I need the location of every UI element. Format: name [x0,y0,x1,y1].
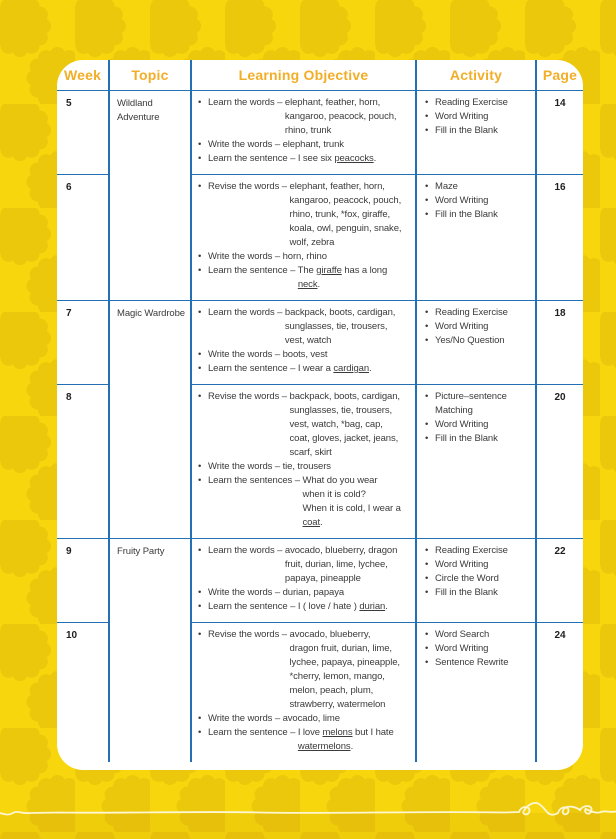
objective-body [208,390,413,460]
objective-line [208,278,413,292]
text-run: rhino, trunk [284,125,332,136]
activity-label: Reading Exercise [435,307,508,318]
objective-line [208,320,413,334]
objective-lead: Write the words – [208,713,283,724]
activity-item [425,124,533,138]
objective-body [208,586,413,600]
bullet-icon: • [198,181,202,192]
text-run: avocado, lime [282,713,340,724]
objective-line [208,124,413,138]
activity-label: Word Search [435,629,490,640]
text-run: I ( love / hate ) [297,601,360,612]
bullet-icon: • [198,153,202,164]
objective-lead: Write the words – [208,251,283,262]
text-run: melons [322,727,353,738]
bullet-icon: • [198,461,202,472]
objective-line [208,96,413,110]
objective-lead: Learn the words – [208,307,285,318]
objective-body [208,348,413,362]
header-learning-objective: Learning Objective [190,60,415,90]
text-run: horn, rhino [282,251,327,262]
objective-item [198,460,413,474]
bullet-icon: • [198,265,202,276]
activity-label: Fill in the Blank [435,433,498,444]
text-run: backpack, boots, cardigan, [289,391,400,402]
header-page: Page [535,60,583,90]
bullet-icon: • [198,307,202,318]
learning-objective-cell [190,90,415,174]
learning-objective-cell [190,622,415,762]
text-run: . [317,279,321,290]
bullet-icon: • [425,181,429,192]
objective-lead: Revise the words – [208,629,290,640]
week-cell: 9 [57,538,108,622]
activity-item [425,572,533,586]
objective-item [198,390,413,460]
text-run: durian, papaya [282,587,345,598]
page-cell: 14 [535,90,583,174]
objective-item [198,600,413,614]
text-run: I love [297,727,323,738]
activity-label: Word Writing [435,559,489,570]
objective-item [198,138,413,152]
text-run: . [350,741,354,752]
bullet-icon: • [198,363,202,374]
objective-body [208,712,413,726]
text-run: kangaroo, peacock, pouch, [289,195,402,206]
objective-item [198,586,413,600]
objective-item [198,712,413,726]
learning-objective-cell [190,174,415,300]
bullet-icon: • [425,559,429,570]
activity-label: Fill in the Blank [435,209,498,220]
text-run: papaya, pineapple [284,573,361,584]
objective-line [208,152,413,166]
topic-cell: Wildland Adventure [108,90,190,300]
bullet-icon: • [425,391,429,402]
page-cell: 22 [535,538,583,622]
activity-item [425,320,533,334]
week-cell: 7 [57,300,108,384]
text-run: koala, owl, penguin, snake, [289,223,402,234]
text-run: tie, trousers [282,461,331,472]
text-run: elephant, trunk [282,139,344,150]
objective-line [208,362,413,376]
objective-body [208,138,413,152]
header-topic: Topic [108,60,190,90]
objective-line [208,194,413,208]
text-run: coat [302,517,321,528]
objective-lead: Revise the words – [208,181,290,192]
objective-line [208,726,413,740]
bullet-icon: • [425,111,429,122]
objective-item [198,362,413,376]
activity-label: Word Writing [435,321,489,332]
objective-lead: Learn the sentence – [208,601,298,612]
text-run: vest, watch [284,335,332,346]
objective-item [198,250,413,264]
objective-body [208,544,413,586]
page-cell: 24 [535,622,583,762]
text-run: peacocks [334,153,374,164]
objective-body [208,250,413,264]
learning-objective-cell [190,300,415,384]
week-cell: 8 [57,384,108,538]
objective-body [208,460,413,474]
objective-line [208,236,413,250]
objective-line [208,250,413,264]
activity-item [425,432,533,446]
activity-item [425,194,533,208]
bullet-icon: • [198,475,202,486]
bullet-icon: • [198,139,202,150]
text-run: I see six [297,153,335,164]
objective-line [208,180,413,194]
text-run: rhino, trunk, *fox, giraffe, [289,209,391,220]
bullet-icon: • [425,307,429,318]
bullet-icon: • [425,657,429,668]
activity-item [425,390,533,418]
activity-item [425,656,533,670]
objective-lead: Write the words – [208,587,283,598]
bullet-icon: • [425,433,429,444]
objective-body [208,264,413,292]
objective-line [208,432,413,446]
activity-item [425,628,533,642]
objective-line [208,502,413,516]
objective-body [208,474,413,530]
objective-line [208,390,413,404]
text-run: strawberry, watermelon [289,699,386,710]
activity-item [425,96,533,110]
objective-line [208,334,413,348]
activity-item [425,208,533,222]
activity-label: Fill in the Blank [435,587,498,598]
bullet-icon: • [425,209,429,220]
bullet-icon: • [425,573,429,584]
text-run: elephant, feather, horn, [284,97,381,108]
activity-cell [415,90,535,174]
header-week: Week [63,67,102,83]
activity-label: Reading Exercise [435,97,508,108]
syllabus-table [57,60,583,770]
activity-item [425,306,533,320]
objective-body [208,362,413,376]
activity-cell [415,384,535,538]
activity-label: Picture–sentence Matching [435,391,507,416]
objective-line [208,600,413,614]
objective-lead: Learn the words – [208,97,285,108]
objective-body [208,726,413,754]
activity-item [425,334,533,348]
activity-label: Maze [435,181,458,192]
text-run: wolf, zebra [289,237,335,248]
objective-line [208,264,413,278]
text-run: sunglasses, tie, trousers, [284,321,388,332]
activity-cell [415,622,535,762]
text-run: When it is cold, I wear a [302,503,401,514]
text-run: but I hate [352,727,394,738]
objective-line [208,642,413,656]
activity-label: Word Writing [435,419,489,430]
page-cell: 18 [535,300,583,384]
text-run: fruit, durian, lime, lychee, [284,559,388,570]
objective-line [208,474,413,488]
activity-cell [415,174,535,300]
text-run: has a long [341,265,388,276]
activity-item [425,110,533,124]
bullet-icon: • [198,629,202,640]
objective-body [208,628,413,712]
objective-item [198,152,413,166]
text-run: boots, vest [282,349,328,360]
objective-lead: Learn the words – [208,545,285,556]
objective-lead: Learn the sentence – [208,153,298,164]
objective-line [208,418,413,432]
activity-item [425,558,533,572]
learning-objective-cell [190,384,415,538]
objective-item [198,726,413,754]
text-run: giraffe [316,265,342,276]
activity-label: Word Writing [435,643,489,654]
text-run: sunglasses, tie, trousers, [289,405,393,416]
bullet-icon: • [425,321,429,332]
objective-line [208,712,413,726]
objective-line [208,544,413,558]
objective-item [198,628,413,712]
objective-item [198,180,413,250]
activity-item [425,544,533,558]
week-cell: 6 [57,174,108,300]
text-run: . [369,363,372,374]
text-run: neck [297,279,318,290]
objective-line [208,628,413,642]
objective-body [208,152,413,166]
bullet-icon: • [425,195,429,206]
text-run: cardigan [333,363,370,374]
text-run: avocado, blueberry, [289,629,371,640]
topic-cell: Magic Wardrobe [108,300,190,538]
page-cell: 16 [535,174,583,300]
objective-line [208,684,413,698]
text-run: vest, watch, *bag, cap, [289,419,383,430]
bullet-icon: • [198,251,202,262]
text-run: kangaroo, peacock, pouch, [284,111,397,122]
activity-cell [415,538,535,622]
activity-item [425,180,533,194]
activity-label: Yes/No Question [435,335,505,346]
objective-item [198,96,413,138]
text-run: backpack, boots, cardigan, [284,307,396,318]
objective-lead: Revise the words – [208,391,290,402]
week-cell: 5 [57,90,108,174]
bullet-icon: • [198,713,202,724]
objective-lead: Write the words – [208,461,283,472]
text-run: coat, gloves, jacket, jeans, [289,433,399,444]
objective-line [208,110,413,124]
objective-lead: Learn the sentences – [208,475,303,486]
objective-line [208,404,413,418]
activity-item [425,586,533,600]
text-run: avocado, blueberry, dragon [284,545,398,556]
objective-lead: Write the words – [208,139,283,150]
activity-label: Sentence Rewrite [435,657,509,668]
text-run: dragon fruit, durian, lime, [289,643,392,654]
bullet-icon: • [198,601,202,612]
objective-line [208,558,413,572]
bullet-icon: • [425,643,429,654]
topic-cell: Fruity Party [108,538,190,762]
bullet-icon: • [425,587,429,598]
squiggle-doodle-icon [0,795,616,835]
text-run: melon, peach, plum, [289,685,374,696]
text-run: . [320,517,323,528]
objective-item [198,306,413,348]
text-run: watermelons [297,741,351,752]
activity-label: Fill in the Blank [435,125,498,136]
text-run: when it is cold? [302,489,366,500]
objective-line [208,698,413,712]
objective-body [208,600,413,614]
objective-lead: Write the words – [208,349,283,360]
objective-line [208,222,413,236]
activity-cell [415,300,535,384]
activity-label: Word Writing [435,195,489,206]
bullet-icon: • [425,335,429,346]
objective-line [208,586,413,600]
objective-line [208,306,413,320]
objective-lead: Learn the sentence – [208,363,298,374]
bullet-icon: • [425,419,429,430]
text-run: What do you wear [302,475,378,486]
objective-line [208,208,413,222]
text-run: I wear a [297,363,334,374]
bullet-icon: • [198,349,202,360]
learning-objective-cell [190,538,415,622]
activity-label: Circle the Word [435,573,499,584]
objective-body [208,306,413,348]
objective-line [208,670,413,684]
bullet-icon: • [425,97,429,108]
text-run: durian [359,601,386,612]
objective-lead: Learn the sentence – [208,727,298,738]
objective-item [198,544,413,586]
week-cell: 10 [57,622,108,762]
bullet-icon: • [198,587,202,598]
objective-body [208,180,413,250]
objective-line [208,348,413,362]
bullet-icon: • [198,391,202,402]
objective-line [208,488,413,502]
text-run: The [297,265,317,276]
activity-label: Reading Exercise [435,545,508,556]
objective-line [208,572,413,586]
activity-item [425,642,533,656]
text-run: scarf, skirt [289,447,332,458]
bullet-icon: • [198,727,202,738]
activity-item [425,418,533,432]
bullet-icon: • [425,545,429,556]
bullet-icon: • [425,629,429,640]
objective-line [208,516,413,530]
objective-line [208,138,413,152]
text-run: *cherry, lemon, mango, [289,671,385,682]
page-cell: 20 [535,384,583,538]
objective-line [208,446,413,460]
objective-item [198,474,413,530]
activity-label: Word Writing [435,111,489,122]
text-run: . [373,153,377,164]
bullet-icon: • [425,125,429,136]
objective-line [208,656,413,670]
objective-lead: Learn the sentence – [208,265,298,276]
text-run: lychee, papaya, pineapple, [289,657,400,668]
header-activity: Activity [415,60,535,90]
text-run: elephant, feather, horn, [289,181,385,192]
objective-body [208,96,413,138]
objective-line [208,740,413,754]
bullet-icon: • [198,545,202,556]
objective-item [198,348,413,362]
bullet-icon: • [198,97,202,108]
text-run: . [385,601,388,612]
objective-item [198,264,413,292]
objective-line [208,460,413,474]
